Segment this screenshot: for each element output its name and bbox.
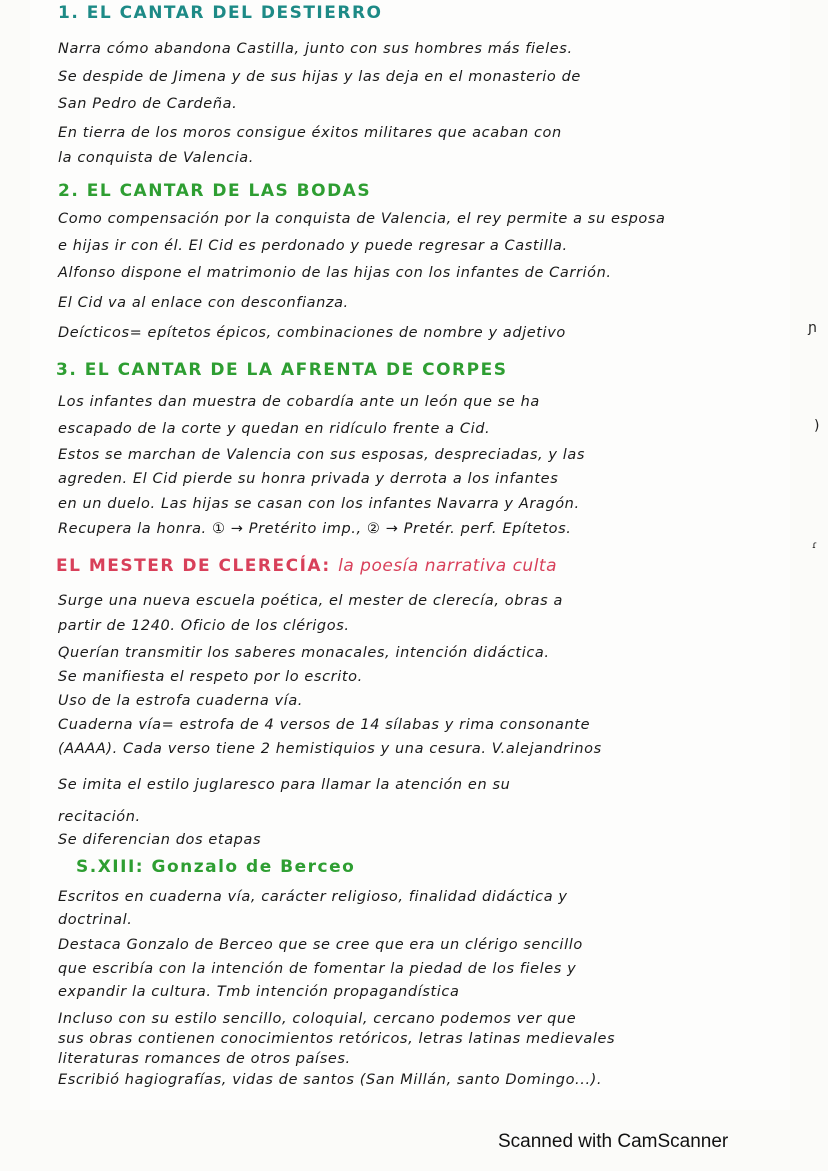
scanner-watermark: Scanned with CamScanner xyxy=(498,1131,729,1152)
section-3-line: en un duelo. Las hijas se casan con los infantes Navarra y Aragón. xyxy=(58,496,580,512)
mester-line: Uso de la estrofa cuaderna vía. xyxy=(58,693,304,709)
margin-mark: ɲ xyxy=(808,320,818,336)
section-3-line: agreden. El Cid pierde su honra privada y derrota a los infantes xyxy=(58,471,559,487)
mester-line: recitación. xyxy=(58,809,141,825)
mester-line: partir de 1240. Oficio de los clérigos. xyxy=(58,618,350,634)
margin-mark: ɾ xyxy=(812,540,818,551)
section-3-line: escapado de la corte y quedan en ridículo frente a Cid. xyxy=(58,421,491,437)
mester-heading-title: EL MESTER DE CLERECÍA: xyxy=(56,556,331,576)
berceo-line: literaturas romances de otros países. xyxy=(58,1051,351,1067)
berceo-line: Escritos en cuaderna vía, carácter religioso, finalidad didáctica y xyxy=(58,889,568,905)
mester-line: Se imita el estilo juglaresco para llamar la atención en su xyxy=(58,777,511,793)
section-2-line: e hijas ir con él. El Cid es perdonado y puede regresar a Castilla. xyxy=(58,238,568,254)
berceo-heading: S.XIII: Gonzalo de Berceo xyxy=(76,857,356,877)
berceo-line: Escribió hagiografías, vidas de santos (San Millán, santo Domingo...). xyxy=(58,1072,603,1088)
section-3-heading: 3. EL CANTAR DE LA AFRENTA DE CORPES xyxy=(56,360,508,380)
section-1-heading: 1. EL CANTAR DEL DESTIERRO xyxy=(58,3,383,23)
section-1-line: Se despide de Jimena y de sus hijas y las deja en el monasterio de xyxy=(58,69,581,85)
section-2-heading: 2. EL CANTAR DE LAS BODAS xyxy=(58,181,372,201)
berceo-line: expandir la cultura. Tmb intención propagandística xyxy=(58,984,460,1000)
section-3-line: Recupera la honra. ① → Pretérito imp., ② → Pretér. perf. Epítetos. xyxy=(58,521,572,537)
berceo-line: Incluso con su estilo sencillo, coloquial, cercano podemos ver que xyxy=(58,1011,577,1027)
section-1-line: la conquista de Valencia. xyxy=(58,150,254,166)
section-2-line: El Cid va al enlace con desconfianza. xyxy=(58,295,349,311)
mester-line: Se manifiesta el respeto por lo escrito. xyxy=(58,669,363,685)
section-3-line: Los infantes dan muestra de cobardía ante un león que se ha xyxy=(58,394,540,410)
section-2-line: Alfonso dispone el matrimonio de las hijas con los infantes de Carrión. xyxy=(58,265,612,281)
section-1-line: San Pedro de Cardeña. xyxy=(58,96,238,112)
section-2-line: Deícticos= epítetos épicos, combinaciones de nombre y adjetivo xyxy=(58,325,566,341)
mester-heading-subtitle: la poesía narrativa culta xyxy=(338,556,558,576)
mester-line: Surge una nueva escuela poética, el mester de clerecía, obras a xyxy=(58,593,563,609)
mester-line: (AAAA). Cada verso tiene 2 hemistiquios y una cesura. V.alejandrinos xyxy=(58,741,602,757)
mester-line: Cuaderna vía= estrofa de 4 versos de 14 sílabas y rima consonante xyxy=(58,717,591,733)
berceo-line: que escribía con la intención de fomentar la piedad de los fieles y xyxy=(58,961,577,977)
section-1-line: En tierra de los moros consigue éxitos militares que acaban con xyxy=(58,125,562,141)
berceo-line: Destaca Gonzalo de Berceo que se cree que era un clérigo sencillo xyxy=(58,937,583,953)
section-3-line: Estos se marchan de Valencia con sus esposas, despreciadas, y las xyxy=(58,447,586,463)
section-2-line: Como compensación por la conquista de Valencia, el rey permite a su esposa xyxy=(58,211,666,227)
margin-mark: ) xyxy=(814,418,820,434)
berceo-line: sus obras contienen conocimientos retóricos, letras latinas medievales xyxy=(58,1031,616,1047)
mester-heading xyxy=(56,556,557,576)
mester-line: Querían transmitir los saberes monacales, intención didáctica. xyxy=(58,645,550,661)
section-1-line: Narra cómo abandona Castilla, junto con sus hombres más fieles. xyxy=(58,41,573,57)
mester-line: Se diferencian dos etapas xyxy=(58,832,262,848)
berceo-line: doctrinal. xyxy=(58,912,133,928)
